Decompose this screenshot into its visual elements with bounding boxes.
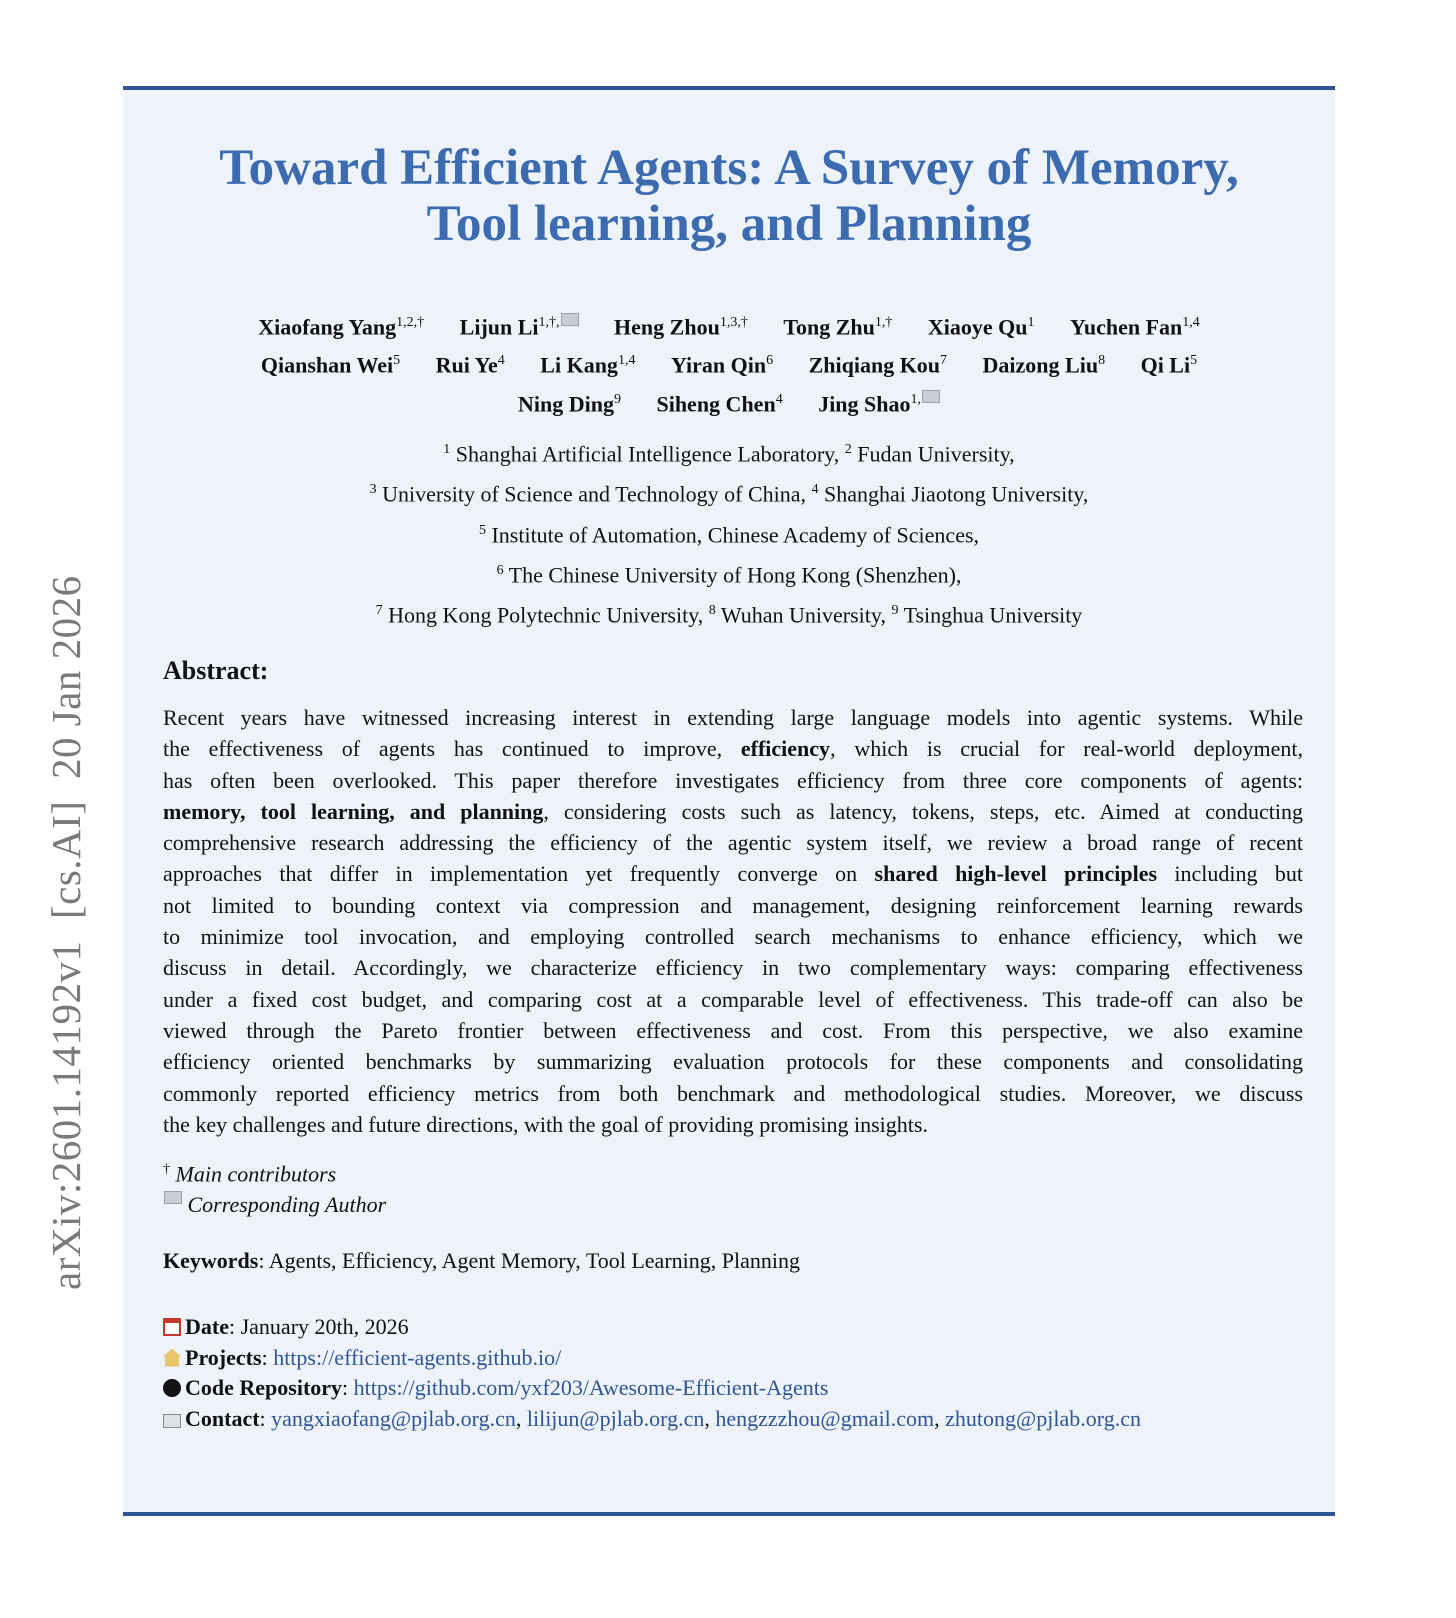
affiliation-line: $^6$ The Chinese University of Hong Kong (Shenzhen),: [496, 562, 962, 588]
abstract-line: Recent years have witnessed increasing interest in extending large language models into agentic systems. While: [163, 705, 1303, 730]
paper-meta: [163, 1312, 1141, 1434]
abstract-body: [163, 702, 1303, 1140]
abstract-line: memory, tool learning, and planning, considering costs such as latency, tokens, steps, etc. Aimed at conducting: [163, 798, 1303, 824]
author: Lijun $Li^{1,\dagger,}$: [460, 306, 579, 344]
title-line-1: Toward Efficient Agents: A Survey of Memory,: [219, 140, 1239, 196]
projects-link[interactable]: https://efficient-agents.github.io/: [273, 1344, 562, 1370]
envelope-icon: [163, 1414, 181, 1428]
arxiv-side-label: arXiv:2601.14192v1 [cs.AI] 20 Jan 2026: [43, 575, 89, 1290]
footnote-main: † Main contributors: [163, 1161, 337, 1187]
affiliation-line: $^5$ Institute of Automation, Chinese Academy of Sciences,: [478, 521, 980, 547]
author: Tong Zhu$^{1,\dagger}$: [783, 314, 893, 340]
author: Rui Ye$^4$: [435, 352, 505, 378]
abstract-line: discuss in detail. Accordingly, we characterize efficiency in two complementary ways: comparing effectiveness: [163, 955, 1303, 981]
author: Heng Zhou$^{1,3,\dagger}$: [614, 314, 748, 340]
affiliation-line: $^7$ Hong Kong Polytechnic University, $^8$ Wuhan University, $^9$ Tsinghua University: [375, 602, 1083, 628]
envelope-icon: [561, 313, 579, 326]
author: Xiaofang Yang$^{1,2,\dagger}$: [258, 314, 425, 340]
paper-title: [123, 140, 1335, 252]
abstract-line: approaches that differ in implementation yet frequently converge on shared high-level principles including but: [163, 861, 1304, 887]
github-icon: [163, 1379, 181, 1397]
repo-row: Code Repository: https://github.com/yxf203/Awesome-Efficient-Agents: [163, 1373, 1141, 1404]
calendar-icon: [163, 1318, 181, 1336]
repo-link[interactable]: https://github.com/yxf203/Awesome-Efficient-Agents: [353, 1375, 829, 1400]
keywords: Keywords: Agents, Efficiency, Agent Memory, Tool Learning, Planning: [163, 1248, 800, 1273]
author: Zhiqiang Kou$^7$: [808, 352, 948, 378]
author: Xiaoye Qu$^1$: [927, 314, 1035, 340]
affiliation-line: $^1$ Shanghai Artificial Intelligence Laboratory, $^2$ Fudan University,: [443, 441, 1015, 467]
affiliations: [123, 432, 1335, 634]
contact-email[interactable]: yangxiaofang@pjlab.org.cn: [271, 1405, 516, 1431]
abstract-line: efficiency oriented benchmarks by summarizing evaluation protocols for these components and consolidating: [163, 1049, 1303, 1075]
abstract-line: under a fixed cost budget, and comparing cost at a comparable level of effectiveness. This trade-off can also be: [163, 986, 1303, 1012]
envelope-icon: [164, 1191, 182, 1204]
abstract-line: not limited to bounding context via compression and management, designing reinforcement learning rewards: [163, 892, 1303, 918]
footnote-corresponding: Corresponding Author: [163, 1189, 386, 1220]
envelope-icon: [922, 390, 940, 403]
footnotes: [163, 1154, 386, 1220]
abstract-line: comprehensive research addressing the efficiency of the agentic system itself, we review a broad range of recent: [163, 830, 1303, 856]
abstract-line: commonly reported efficiency metrics from both benchmark and methodological studies. Moreover, we discuss: [163, 1080, 1303, 1106]
author: Li Kang$^{1,4}$: [540, 352, 636, 378]
author: Yuchen Fan$^{1,4}$: [1069, 314, 1200, 340]
abstract-line: viewed through the Pareto frontier between effectiveness and cost. From this perspective, we also examine: [163, 1017, 1303, 1043]
abstract-line: the effectiveness of agents has continued to improve, efficiency, which is crucial for real-world deployment,: [163, 736, 1304, 762]
paper-first-page: [123, 86, 1335, 1516]
contact-email[interactable]: lilijun@pjlab.org.cn: [526, 1405, 705, 1431]
author: Ning Ding$^9$: [517, 390, 621, 416]
date-row: Date: January 20th, 2026: [163, 1312, 1141, 1343]
author: Daizong Liu$^8$: [982, 352, 1106, 378]
author: Siheng Chen$^4$: [656, 390, 783, 416]
author-row-1: [123, 306, 1335, 344]
author-row-2: [123, 344, 1335, 382]
contact-row: Contact: yangxiaofang@pjlab.org.cn, lilijun@pjlab.org.cn, hengzzzhou@gmail.com, zhutong@pjlab.org.cn: [163, 1404, 1141, 1435]
author: Qianshan Wei$^5$: [260, 352, 401, 378]
abstract-heading: Abstract:: [163, 656, 269, 685]
author: Jing Shao$^{1,}$: [818, 383, 940, 421]
projects-row: Projects: https://efficient-agents.github.io/: [163, 1343, 1141, 1374]
contact-email[interactable]: hengzzzhou@gmail.com: [715, 1405, 935, 1431]
contact-email[interactable]: zhutong@pjlab.org.cn: [945, 1405, 1141, 1431]
author: Yiran Qin$^6$: [670, 352, 774, 378]
author-row-3: [123, 383, 1335, 421]
abstract-line: has often been overlooked. This paper therefore investigates efficiency from three core components of agents:: [163, 767, 1303, 793]
abstract-line: the key challenges and future directions, with the goal of providing promising insights.: [163, 1111, 928, 1137]
author: Qi Li$^5$: [1140, 352, 1198, 378]
title-line-2: Tool learning, and Planning: [426, 196, 1032, 252]
house-icon: [163, 1349, 181, 1367]
affiliation-line: $^3$ University of Science and Technology of China, $^4$ Shanghai Jiaotong University,: [369, 481, 1089, 507]
abstract-line: to minimize tool invocation, and employing controlled search mechanisms to enhance efficiency, which we: [163, 924, 1303, 950]
author-list: [123, 306, 1335, 421]
